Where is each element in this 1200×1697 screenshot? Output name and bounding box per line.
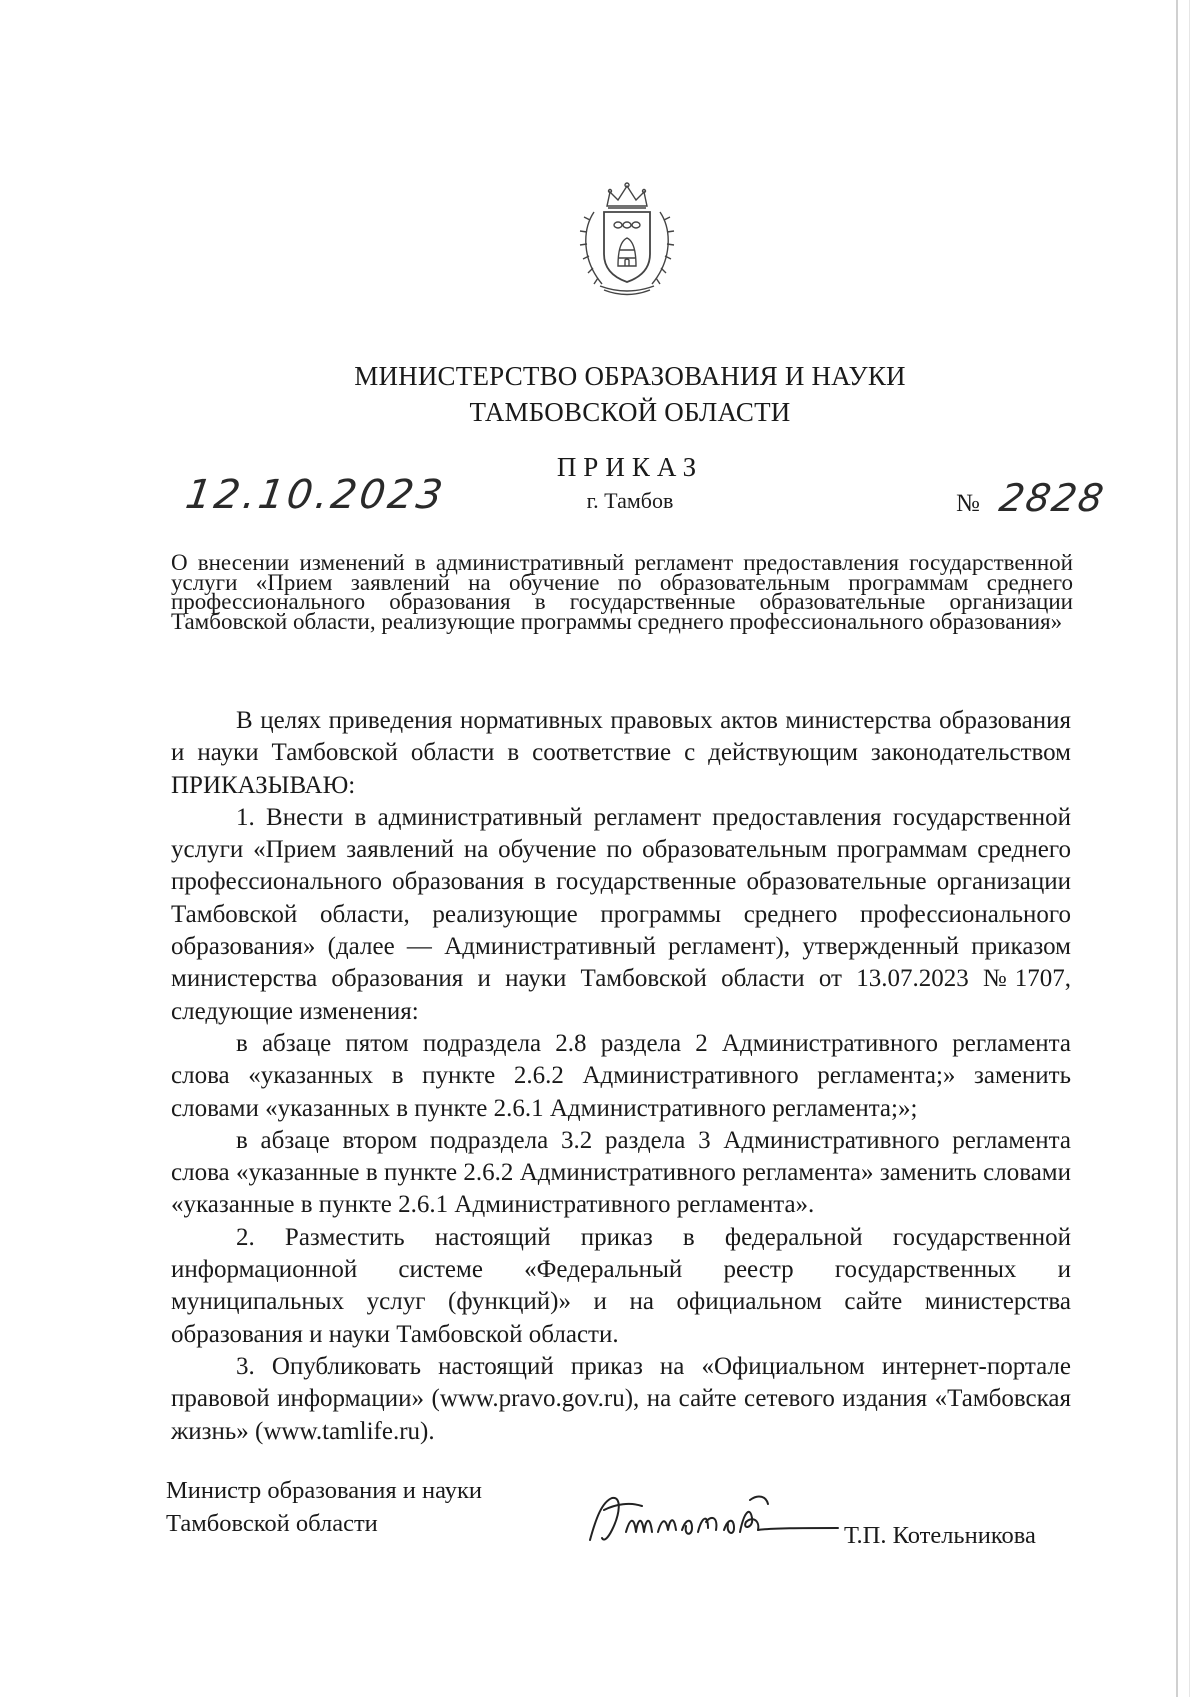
scan-edge — [1176, 0, 1178, 1697]
city: г. Тамбов — [586, 488, 674, 513]
item-1-change-b: в абзаце втором подраздела 3.2 раздела 3 Административного регламента слова «указанные в пункте 2.6.2 Административного регламента» заменить словами «указанные в пункте 2.6.1 Административного регламента». — [171, 1126, 1071, 1219]
order-subject: О внесении изменений в административный регламент предоставления государственной услуги «Прием заявлений на обучение по образовательным программам среднего профессионального образования в государственные образовательные организации Тамбовской области, реализующие программы среднего профессионального образования» — [171, 550, 1073, 634]
scan-edge-shadow — [1189, 0, 1190, 1697]
handwritten-order-number: 2828 — [996, 476, 1109, 520]
number-label: № — [956, 490, 980, 517]
signatory-title — [166, 1474, 586, 1540]
ministry-line-2: ТАМБОВСКОЙ ОБЛАСТИ — [469, 397, 791, 427]
signatory-title-line-1: Министр образования и науки — [166, 1477, 482, 1504]
ministry-line-1: МИНИСТЕРСТВО ОБРАЗОВАНИЯ И НАУКИ — [354, 361, 906, 391]
item-2: 2. Разместить настоящий приказ в федеральной государственной информационной системе «Федеральный реестр государственных и муниципальных услуг (функций)» и на официальном сайте министерства образования и науки Тамбовской области. — [171, 1223, 1071, 1348]
handwritten-date: 12.10.2023 — [182, 472, 449, 518]
order-body — [171, 705, 1071, 1448]
ministry-name — [250, 358, 1010, 430]
order-title: ПРИКАЗ — [556, 452, 704, 482]
item-1: 1. Внести в административный регламент предоставления государственной услуги «Прием заявлений на обучение по образовательным программам среднего профессионального образования в государственные образовательные организации Тамбовской области, реализующие программы среднего профессионального образования» (далее — Административный регламент), утвержденный приказом министерства образования и науки Тамбовской области от 13.07.2023 №1707, следующие изменения: — [171, 803, 1071, 1025]
signatory-name: Т.П. Котельникова — [844, 1522, 1036, 1549]
signatory-title-line-2: Тамбовской области — [166, 1510, 378, 1537]
preamble: В целях приведения нормативных правовых актов министерства образования и науки Тамбовской области в соответствие с действующим законодательством ПРИКАЗЫВАЮ: — [171, 707, 1071, 799]
handwritten-signature-icon — [582, 1488, 840, 1548]
item-1-change-a: в абзаце пятом подраздела 2.8 раздела 2 Административного регламента слова «указанных в пункте 2.6.2 Административного регламента;» заменить словами «указанных в пункте 2.6.1 Административного регламента;»; — [171, 1029, 1071, 1122]
tambov-coat-of-arms-icon — [574, 180, 680, 300]
item-3: 3. Опубликовать настоящий приказ на «Официальном интернет-портале правовой информации» (www.pravo.gov.ru), на сайте сетевого издания «Тамбовская жизнь» (www.tamlife.ru). — [171, 1352, 1071, 1445]
